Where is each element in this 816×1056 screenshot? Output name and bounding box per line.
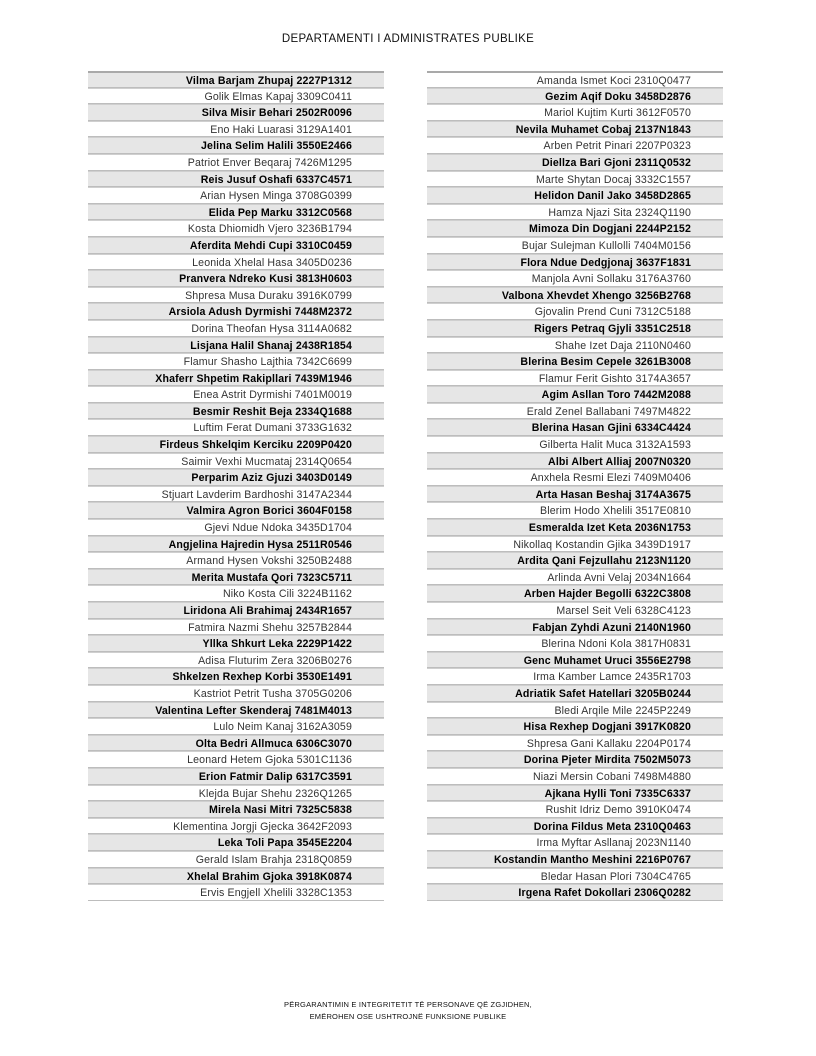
- list-row: Perparim Aziz Gjuzi 3403D0149: [88, 469, 384, 486]
- list-row: Stjuart Lavderim Bardhoshi 3147A2344: [88, 486, 384, 503]
- list-row: Dorina Fildus Meta 2310Q0463: [427, 818, 723, 835]
- list-row: Xhelal Brahim Gjoka 3918K0874: [88, 868, 384, 885]
- list-row: Gerald Islam Brahja 2318Q0859: [88, 851, 384, 868]
- list-row: Esmeralda Izet Keta 2036N1753: [427, 519, 723, 536]
- list-row: Lulo Neim Kanaj 3162A3059: [88, 718, 384, 735]
- list-row: Jelina Selim Halili 3550E2466: [88, 137, 384, 154]
- list-row: Valmira Agron Borici 3604F0158: [88, 502, 384, 519]
- list-row: Hamza Njazi Sita 2324Q1190: [427, 204, 723, 221]
- list-row: Mariol Kujtim Kurti 3612F0570: [427, 104, 723, 121]
- list-row: Niko Kosta Cili 3224B1162: [88, 585, 384, 602]
- list-row: Valentina Lefter Skenderaj 7481M4013: [88, 702, 384, 719]
- list-row: Hisa Rexhep Dogjani 3917K0820: [427, 718, 723, 735]
- list-row: Gilberta Halit Muca 3132A1593: [427, 436, 723, 453]
- list-row: Enea Astrit Dyrmishi 7401M0019: [88, 386, 384, 403]
- list-row: Flamur Ferit Gishto 3174A3657: [427, 370, 723, 387]
- list-row: Arben Hajder Begolli 6322C3808: [427, 585, 723, 602]
- list-row: Gezim Aqif Doku 3458D2876: [427, 88, 723, 105]
- list-row: Shkelzen Rexhep Korbi 3530E1491: [88, 668, 384, 685]
- list-row: Irgena Rafet Dokollari 2306Q0282: [427, 884, 723, 901]
- list-row: Diellza Bari Gjoni 2311Q0532: [427, 154, 723, 171]
- list-row: Irma Kamber Lamce 2435R1703: [427, 668, 723, 685]
- list-row: Kastriot Petrit Tusha 3705G0206: [88, 685, 384, 702]
- list-row: Arben Petrit Pinari 2207P0323: [427, 137, 723, 154]
- list-row: Adisa Fluturim Zera 3206B0276: [88, 652, 384, 669]
- list-row: Lisjana Halil Shanaj 2438R1854: [88, 337, 384, 354]
- list-row: Firdeus Shkelqim Kerciku 2209P0420: [88, 436, 384, 453]
- list-row: Leonida Xhelal Hasa 3405D0236: [88, 254, 384, 271]
- list-row: Olta Bedri Allmuca 6306C3070: [88, 735, 384, 752]
- list-row: Elida Pep Marku 3312C0568: [88, 204, 384, 221]
- footer-line-1: PËRGARANTIMIN E INTEGRITETIT TË PERSONAVE QË ZGJIDHEN,: [284, 1000, 532, 1009]
- list-row: Eno Haki Luarasi 3129A1401: [88, 121, 384, 138]
- list-row: Leonard Hetem Gjoka 5301C1136: [88, 751, 384, 768]
- list-row: Valbona Xhevdet Xhengo 3256B2768: [427, 287, 723, 304]
- list-row: Niazi Mersin Cobani 7498M4880: [427, 768, 723, 785]
- list-row: Adriatik Safet Hatellari 3205B0244: [427, 685, 723, 702]
- list-row: Amanda Ismet Koci 2310Q0477: [427, 71, 723, 88]
- list-row: Leka Toli Papa 3545E2204: [88, 834, 384, 851]
- list-row: Gjevi Ndue Ndoka 3435D1704: [88, 519, 384, 536]
- list-row: Saimir Vexhi Mucmataj 2314Q0654: [88, 453, 384, 470]
- list-row: Luftim Ferat Dumani 3733G1632: [88, 419, 384, 436]
- list-row: Bledar Hasan Plori 7304C4765: [427, 868, 723, 885]
- list-row: Mirela Nasi Mitri 7325C5838: [88, 801, 384, 818]
- list-row: Manjola Avni Sollaku 3176A3760: [427, 270, 723, 287]
- list-row: Xhaferr Shpetim Rakipllari 7439M1946: [88, 370, 384, 387]
- list-row: Nevila Muhamet Cobaj 2137N1843: [427, 121, 723, 138]
- list-row: Arsiola Adush Dyrmishi 7448M2372: [88, 303, 384, 320]
- footer-line-2: EMËROHEN OSE USHTROJNË FUNKSIONE PUBLIKE: [309, 1012, 507, 1021]
- list-row: Rushit Idriz Demo 3910K0474: [427, 801, 723, 818]
- list-row: Erion Fatmir Dalip 6317C3591: [88, 768, 384, 785]
- list-row: Golik Elmas Kapaj 3309C0411: [88, 88, 384, 105]
- list-row: Blerina Besim Cepele 3261B3008: [427, 353, 723, 370]
- list-row: Shpresa Gani Kallaku 2204P0174: [427, 735, 723, 752]
- list-row: Reis Jusuf Oshafi 6337C4571: [88, 171, 384, 188]
- list-row: Mimoza Din Dogjani 2244P2152: [427, 220, 723, 237]
- list-row: Liridona Ali Brahimaj 2434R1657: [88, 602, 384, 619]
- footer: [0, 999, 816, 1023]
- list-row: Rigers Petraq Gjyli 3351C2518: [427, 320, 723, 337]
- list-row: Gjovalin Prend Cuni 7312C5188: [427, 303, 723, 320]
- list-row: Armand Hysen Vokshi 3250B2488: [88, 552, 384, 569]
- list-row: Flora Ndue Dedgjonaj 3637F1831: [427, 254, 723, 271]
- list-row: Klejda Bujar Shehu 2326Q1265: [88, 785, 384, 802]
- list-row: Flamur Shasho Lajthia 7342C6699: [88, 353, 384, 370]
- list-row: Kosta Dhiomidh Vjero 3236B1794: [88, 220, 384, 237]
- list-row: Bledi Arqile Mile 2245P2249: [427, 702, 723, 719]
- list-row: Merita Mustafa Qori 7323C5711: [88, 569, 384, 586]
- list-row: Kostandin Mantho Meshini 2216P0767: [427, 851, 723, 868]
- list-row: Anxhela Resmi Elezi 7409M0406: [427, 469, 723, 486]
- list-row: Shpresa Musa Duraku 3916K0799: [88, 287, 384, 304]
- list-row: Agim Asllan Toro 7442M2088: [427, 386, 723, 403]
- right-name-list: [427, 71, 723, 901]
- list-row: Ardita Qani Fejzullahu 2123N1120: [427, 552, 723, 569]
- left-name-list: [88, 71, 384, 901]
- list-row: Shahe Izet Daja 2110N0460: [427, 337, 723, 354]
- list-row: Blerim Hodo Xhelili 3517E0810: [427, 502, 723, 519]
- list-row: Fabjan Zyhdi Azuni 2140N1960: [427, 619, 723, 636]
- list-row: Helidon Danil Jako 3458D2865: [427, 187, 723, 204]
- list-row: Erald Zenel Ballabani 7497M4822: [427, 403, 723, 420]
- list-row: Albi Albert Alliaj 2007N0320: [427, 453, 723, 470]
- list-row: Ervis Engjell Xhelili 3328C1353: [88, 884, 384, 901]
- page-title: DEPARTAMENTI I ADMINISTRATES PUBLIKE: [281, 33, 535, 45]
- list-row: Marte Shytan Docaj 3332C1557: [427, 171, 723, 188]
- list-row: Patriot Enver Beqaraj 7426M1295: [88, 154, 384, 171]
- list-row: Blerina Ndoni Kola 3817H0831: [427, 635, 723, 652]
- list-row: Yllka Shkurt Leka 2229P1422: [88, 635, 384, 652]
- list-row: Klementina Jorgji Gjecka 3642F2093: [88, 818, 384, 835]
- list-row: Vilma Barjam Zhupaj 2227P1312: [88, 71, 384, 88]
- list-row: Angjelina Hajredin Hysa 2511R0546: [88, 536, 384, 553]
- list-row: Dorina Pjeter Mirdita 7502M5073: [427, 751, 723, 768]
- list-row: Aferdita Mehdi Cupi 3310C0459: [88, 237, 384, 254]
- list-row: Besmir Reshit Beja 2334Q1688: [88, 403, 384, 420]
- list-row: Arian Hysen Minga 3708G0399: [88, 187, 384, 204]
- list-row: Nikollaq Kostandin Gjika 3439D1917: [427, 536, 723, 553]
- list-row: Dorina Theofan Hysa 3114A0682: [88, 320, 384, 337]
- list-row: Bujar Sulejman Kullolli 7404M0156: [427, 237, 723, 254]
- list-row: Marsel Seit Veli 6328C4123: [427, 602, 723, 619]
- list-row: Blerina Hasan Gjini 6334C4424: [427, 419, 723, 436]
- list-row: Ajkana Hylli Toni 7335C6337: [427, 785, 723, 802]
- list-row: Genc Muhamet Uruci 3556E2798: [427, 652, 723, 669]
- list-row: Arta Hasan Beshaj 3174A3675: [427, 486, 723, 503]
- list-row: Pranvera Ndreko Kusi 3813H0603: [88, 270, 384, 287]
- list-row: Arlinda Avni Velaj 2034N1664: [427, 569, 723, 586]
- list-row: Silva Misir Behari 2502R0096: [88, 104, 384, 121]
- list-row: Irma Myftar Asllanaj 2023N1140: [427, 834, 723, 851]
- list-row: Fatmira Nazmi Shehu 3257B2844: [88, 619, 384, 636]
